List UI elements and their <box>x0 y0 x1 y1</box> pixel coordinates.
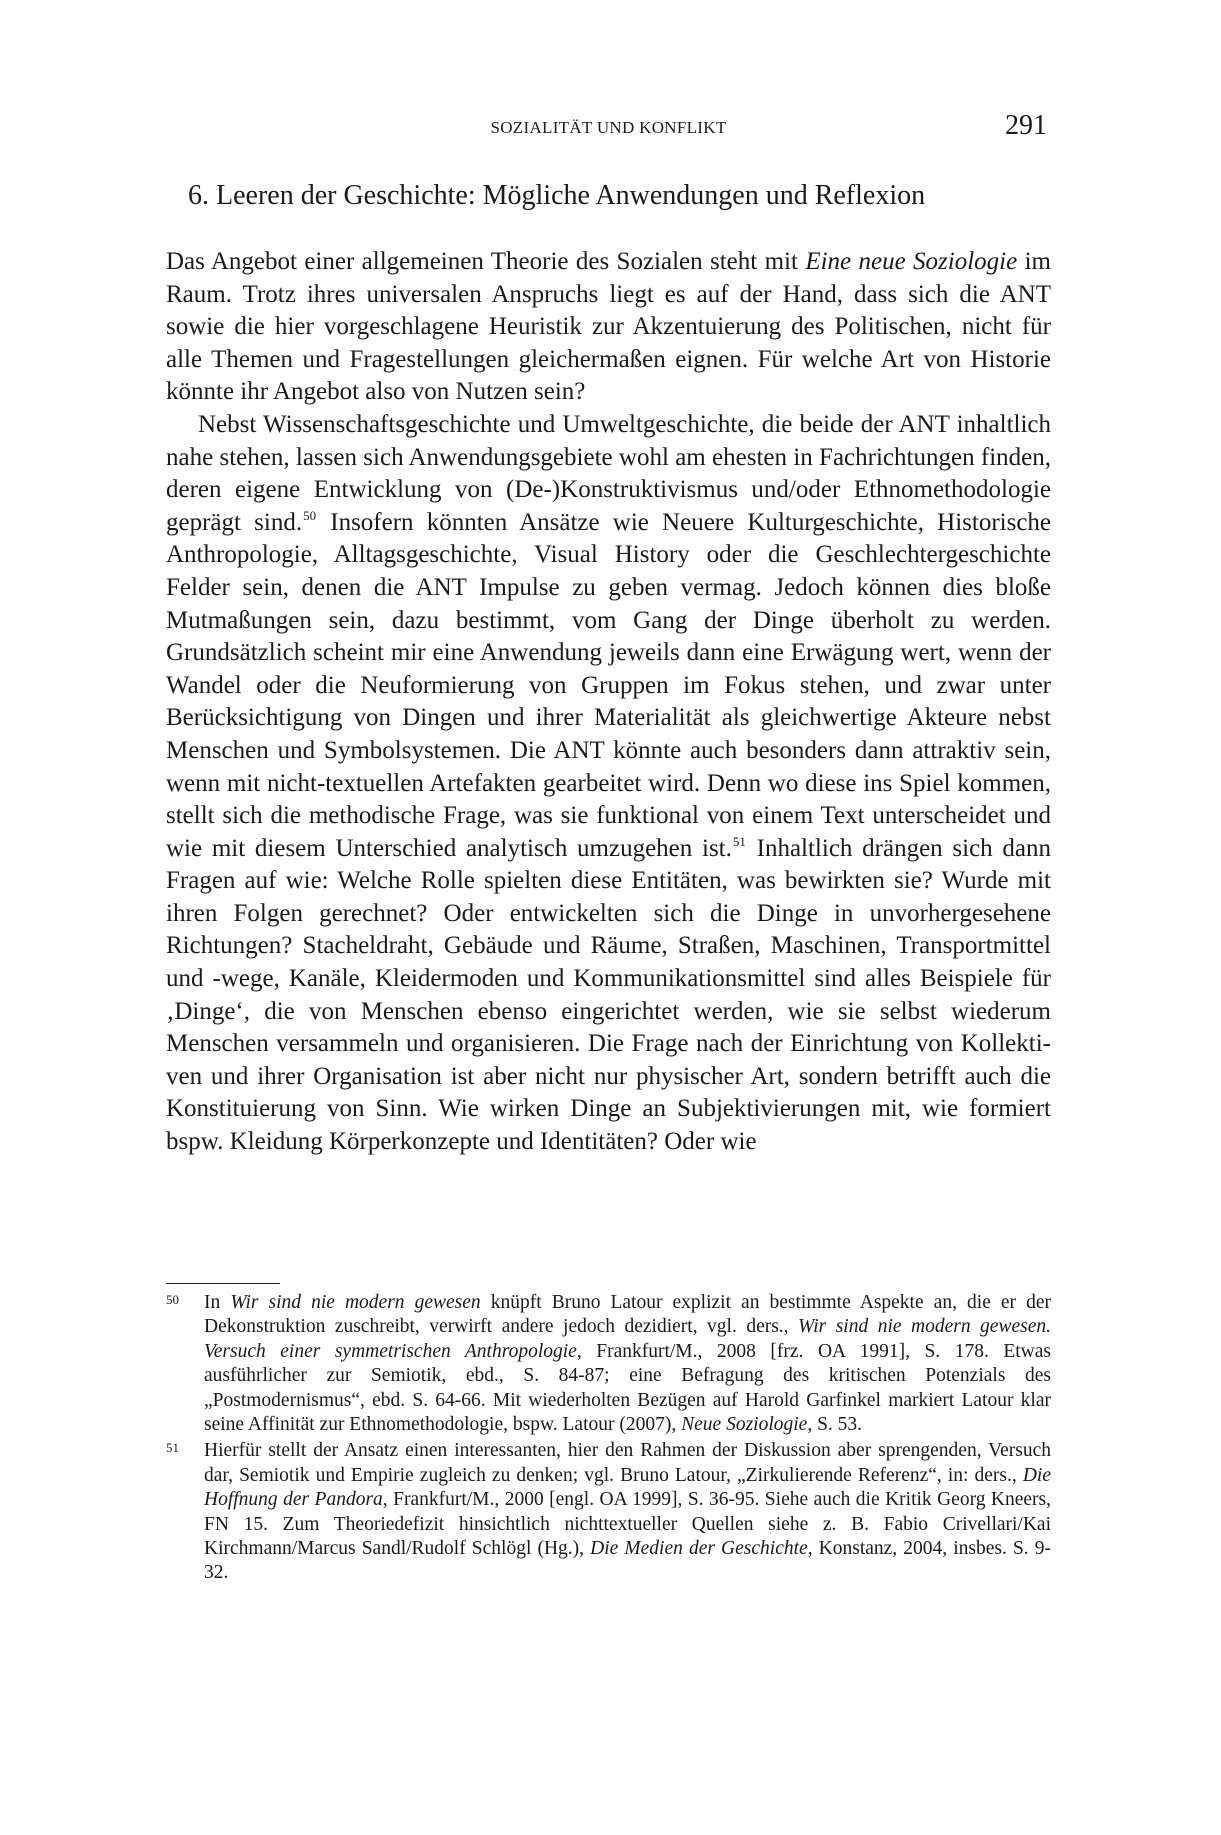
footnote-italic: Wir sind nie modern gewesen <box>230 1292 481 1313</box>
footnote-text: knüpft Bruno Latour explizit an bestimmte Aspekte an, die er der Dekonstruktion zuschreibt, verwirft andere jedoch dezidiert, vgl. ders., <box>204 1292 1051 1338</box>
footnote-italic: Neue Soziologie <box>681 1414 808 1436</box>
paragraph-1-text-b: im Raum. Trotz ihres universalen Anspruchs liegt es auf der Hand, dass sich die ANT sowie die hier vorgeschlagene Heuristik zur Akzentuierung des Politischen, nicht für alle Themen und Fragestellungen gleichermaßen eignen. Für welche Art von Historie könnte ihr Angebot also von Nutzen sein? <box>166 248 1051 406</box>
body-text <box>166 246 1051 1159</box>
footnote-text: , Frankfurt/M., 2008 [frz. OA 1991], S. 178. Etwas ausführlicher zur Semiotik, ebd., S. 84-87; eine Befragung des kritischen Potenzials des „Postmodernismus“, ebd. S. 64-66. Mit wiederholten Bezügen auf Harold Garfinkel markiert Latour klar seine Affinität zur Ethnomethodologie, bspw. Latour (2007), <box>204 1340 1052 1436</box>
paragraph-2-text-b: Insofern könnten Ansätze wie Neuere Kulturgeschichte, Historische Anthropologie, Alltagsgeschichte, Visual History oder die Geschlechtergeschichte Felder sein, denen die ANT Impulse zu geben vermag. Jedoch können dies bloße Mutmaßungen sein, dazu bestimmt, vom Gang der Dinge überholt zu werden. Grundsätzlich scheint mir eine Anwendung jeweils dann eine Erwägung wert, wenn der Wandel oder die Neuformierung von Gruppen im Fokus stehen, und zwar unter Berücksichtigung von Dingen und ihrer Materialität als gleichwertige Akteure nebst Menschen und Symbolsystemen. Die ANT könnte auch besonders dann attraktiv sein, wenn mit nicht-textuellen Artefakten gearbeitet wird. Denn wo diese ins Spiel kommen, stellt sich die methodische Frage, was sie funktional von einem Text unterscheidet und wie mit diesem Unterschied analytisch umzugehen ist. <box>166 508 1052 862</box>
page-number: 291 <box>1005 110 1047 141</box>
footnote-50 <box>166 1291 1051 1437</box>
footnote-text: , Frankfurt/M., 2000 [engl. OA 1999], S. 36-95. Siehe auch die Kritik Georg Kneers, FN 15. Zum Theoriedefizit hinsichtlich nichttextueller Quellen siehe z. B. Fabio Crivellari/Kai Kirchmann/Marcus Sandl/Rudolf Schlögl (Hg.), <box>204 1489 1052 1560</box>
chapter-title: 6. Leeren der Geschichte: Mögliche Anwendungen und Reflexion <box>188 180 926 211</box>
footnote-text: Hierfür stellt der Ansatz einen interessanten, hier den Rahmen der Diskussion aber sprengenden, Versuch dar, Semiotik und Empirie zugleich zu denken; vgl. Bruno Latour, „Zirkulierende Referenz“, in: ders., <box>204 1440 1051 1486</box>
footnote-number: 50 <box>166 1292 179 1307</box>
footnote-italic: Wir sind nie modern gewesen. Versuch einer symmetrischen Anthropologie <box>204 1316 1051 1362</box>
footnote-divider <box>166 1283 280 1284</box>
running-header <box>166 110 1051 146</box>
footnote-51 <box>166 1439 1051 1585</box>
footnote-italic: Die Hoffnung der Pandora <box>204 1464 1051 1511</box>
paragraph-2-text-c: Inhaltlich drängen sich dann Fragen auf wie: Welche Rolle spielten diese Entitäten, was bewirkten sie? Wurde mit ihren Folgen gerechnet? Oder entwickelten sich die Dinge in unvorhergesehene Richtungen? Stacheldraht, Gebäude und Räume, Straßen, Maschinen, Transportmittel und -wege, Kanäle, Kleidermoden und Kommunikationsmittel sind alles Beispiele für ‚Dinge‘, die von Menschen ebenso eingerichtet werden, wie sie selbst wiederum Menschen versammeln und organisieren. Die Frage nach der Einrichtung von Kollektiven und ihrer Organisation ist aber nicht nur physischer Art, sondern betrifft auch die Konstituierung von Sinn. Wie wirken Dinge an Subjektivierungen mit, wie formiert bspw. Kleidung Körperkonzepte und Identitäten? Oder wie <box>166 834 1052 1156</box>
paragraph-2 <box>166 409 1051 1159</box>
footnotes <box>166 1291 1051 1588</box>
book-title-italic: Eine neue Soziologie <box>805 248 1018 275</box>
footnote-ref-51[interactable]: 51 <box>732 833 746 849</box>
footnote-italic: Die Medien der Geschichte <box>590 1538 808 1560</box>
footnote-text: In <box>204 1292 231 1313</box>
paragraph-2-text-a: Nebst Wissenschaftsgeschichte und Umweltgeschichte, die beide der ANT inhaltlich nahe stehen, lassen sich Anwendungsgebiete wohl am ehesten in Fachrichtungen finden, deren eigene Entwicklung von (De-)Konstruktivismus und/oder Ethnomethodologie geprägt sind. <box>166 410 1051 536</box>
running-title: SOZIALITÄT UND KONFLIKT <box>490 118 727 137</box>
paragraph-1 <box>166 246 1051 409</box>
paragraph-1-text-a: Das Angebot einer allgemeinen Theorie des Sozialen steht mit <box>166 248 806 275</box>
footnote-number: 51 <box>166 1440 179 1456</box>
footnote-text: , Konstanz, 2004, insbes. S. 9-32. <box>204 1538 1052 1584</box>
footnote-text: , S. 53. <box>807 1414 863 1436</box>
footnote-ref-50[interactable]: 50 <box>303 507 317 523</box>
